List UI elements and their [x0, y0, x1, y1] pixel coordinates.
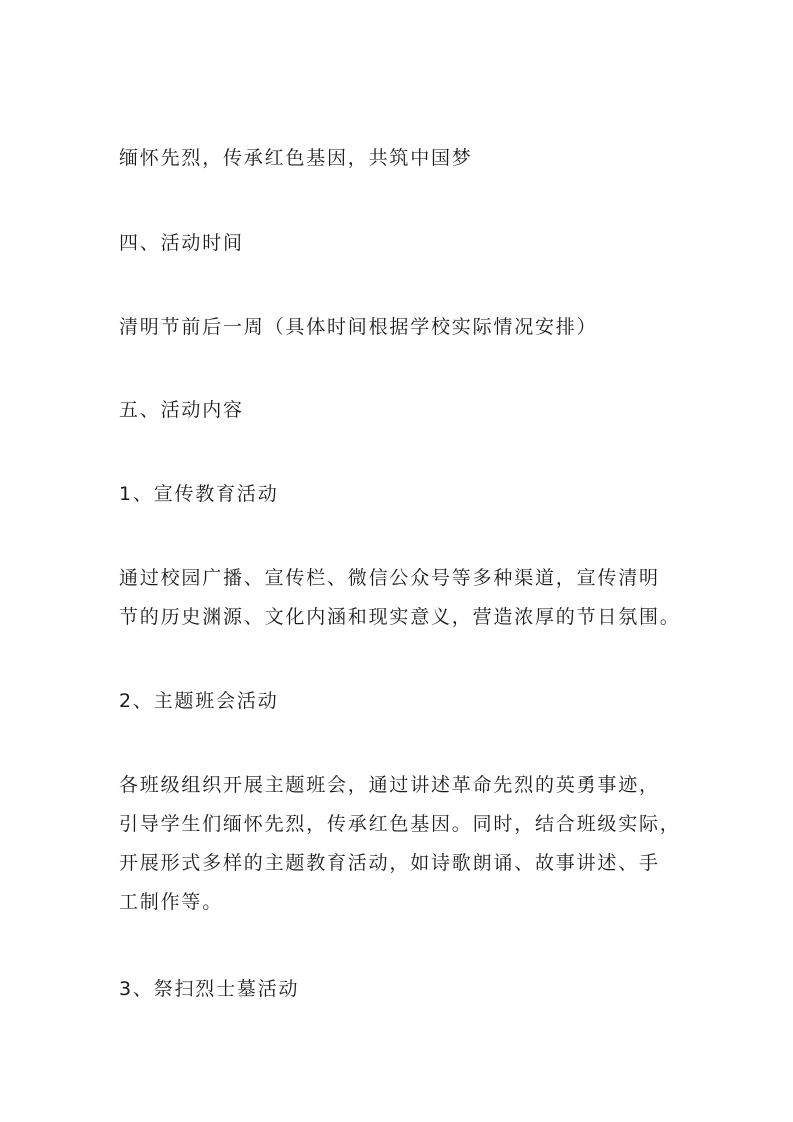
paragraph-line: 通过校园广播、宣传栏、微信公众号等多种渠道，宣传清明 — [119, 567, 660, 589]
paragraph-line: 引导学生们缅怀先烈，传承红色基因。同时，结合班级实际， — [119, 813, 681, 835]
paragraph-line: 工制作等。 — [119, 891, 224, 913]
paragraph-line: 节的历史渊源、文化内涵和现实意义，营造浓厚的节日氛围。 — [119, 606, 681, 628]
paragraph-line: 各班级组织开展主题班会，通过讲述革命先烈的英勇事迹， — [119, 774, 660, 796]
section-heading-activity-content: 五、活动内容 — [119, 399, 244, 421]
activity-time-text: 清明节前后一周（具体时间根据学校实际情况安排） — [119, 316, 598, 338]
paragraph-line: 开展形式多样的主题教育活动，如诗歌朗诵、故事讲述、手 — [119, 852, 660, 874]
item-heading-tomb-sweeping: 3、祭扫烈士墓活动 — [119, 978, 300, 1000]
item-heading-publicity-education: 1、宣传教育活动 — [119, 483, 279, 505]
section-heading-activity-time: 四、活动时间 — [119, 232, 244, 254]
theme-line: 缅怀先烈，传承红色基因，共筑中国梦 — [119, 147, 473, 169]
item-heading-theme-class-meeting: 2、主题班会活动 — [119, 690, 279, 712]
